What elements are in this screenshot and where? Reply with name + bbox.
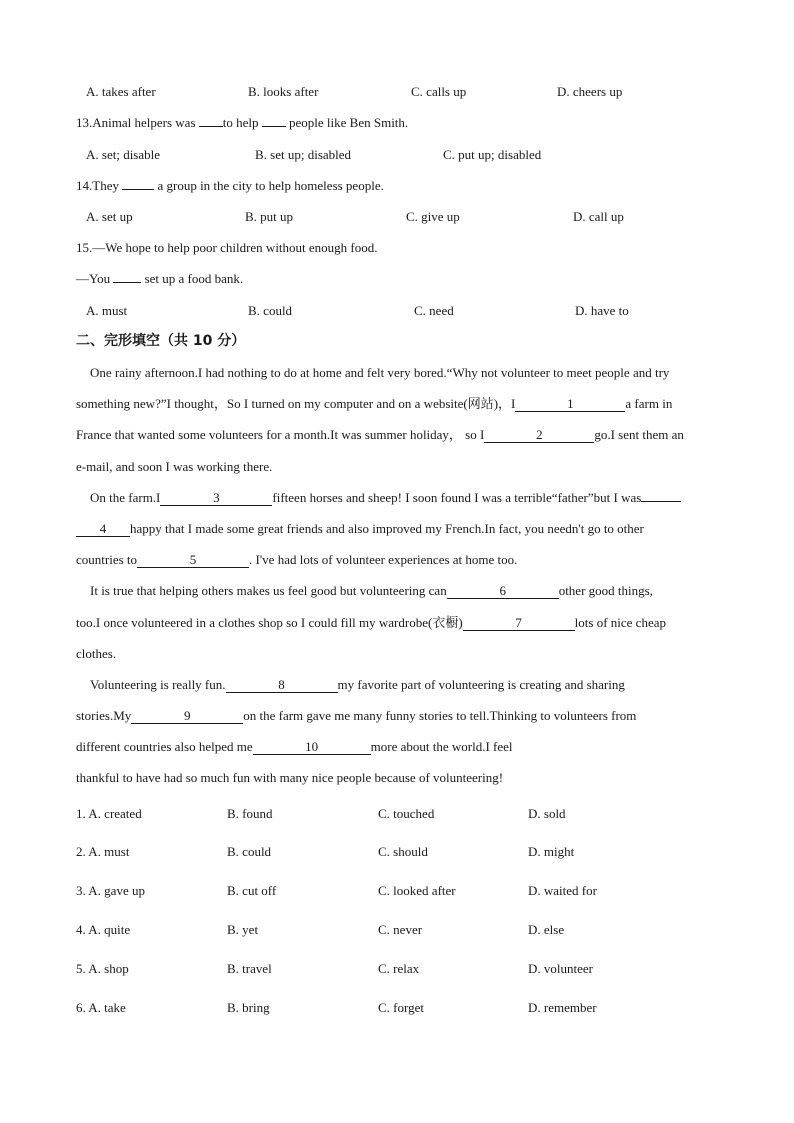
choice-3-d: D. waited for <box>528 883 597 898</box>
q13-stem-part: 13.Animal helpers was <box>76 115 196 130</box>
section-title: 二、完形填空（共 10 分） <box>76 333 246 349</box>
passage-line <box>76 396 672 412</box>
choice-3-b: B. cut off <box>227 883 277 898</box>
passage-line: e-mail, and soon I was working there. <box>76 459 273 474</box>
answer-blank <box>199 126 223 127</box>
choice-6-b: B. bring <box>227 1000 270 1015</box>
choice-4-b: B. yet <box>227 922 259 937</box>
q13-option-a: A. set; disable <box>86 147 161 162</box>
choice-4-a: 4. A. quite <box>76 922 131 937</box>
q15-reply-part: set up a food bank. <box>144 271 244 286</box>
passage-line <box>90 583 653 599</box>
passage-text: lots of nice cheap <box>574 615 666 630</box>
q15-reply-part: —You <box>76 271 111 286</box>
cloze-blank-4-start <box>641 501 681 502</box>
cloze-blank-9: 9 <box>131 709 243 724</box>
choice-5-d: D. volunteer <box>528 961 593 976</box>
cloze-blank-6: 6 <box>447 584 559 599</box>
choice-5-b: B. travel <box>227 961 272 976</box>
passage-line: clothes. <box>76 646 117 661</box>
cloze-blank-8: 8 <box>226 678 338 693</box>
q14-option-c: C. give up <box>406 209 460 224</box>
passage-text: something new?”I thought，So I turned on my computer and on a website(网站)，I <box>76 396 516 411</box>
q13-option-b: B. set up; disabled <box>255 147 352 162</box>
choice-6-a: 6. A. take <box>76 1000 126 1015</box>
passage-line <box>76 427 684 443</box>
passage-line <box>90 677 625 693</box>
choice-4-c: C. never <box>378 922 423 937</box>
q12-option-c: C. calls up <box>411 84 467 99</box>
passage-text: a farm in <box>625 396 673 411</box>
choice-5-c: C. relax <box>378 961 420 976</box>
choice-5-a: 5. A. shop <box>76 961 129 976</box>
cloze-blank-7: 7 <box>463 616 575 631</box>
q14-stem <box>76 178 384 194</box>
passage-text: Volunteering is really fun. <box>90 677 226 692</box>
cloze-blank-1: 1 <box>515 397 625 412</box>
passage-text: more about the world.I feel <box>370 739 513 754</box>
q13-stem <box>76 115 408 131</box>
passage-text: It is true that helping others makes us feel good but volunteering can <box>90 583 447 598</box>
q15-option-c: C. need <box>414 303 454 318</box>
q12-option-a: A. takes after <box>86 84 156 99</box>
q13-stem-part: people like Ben Smith. <box>289 115 409 130</box>
passage-line <box>76 552 517 568</box>
passage-text: On the farm.I <box>90 490 161 505</box>
choice-2-d: D. might <box>528 844 575 859</box>
passage-line <box>76 708 636 724</box>
passage-text: fifteen horses and sheep! I soon found I was a terrible“father”but I was <box>272 490 642 505</box>
choice-1-d: D. sold <box>528 806 566 821</box>
passage-line <box>76 615 666 631</box>
choice-1-b: B. found <box>227 806 273 821</box>
choice-2-a: 2. A. must <box>76 844 130 859</box>
cloze-blank-5: 5 <box>137 553 249 568</box>
passage-text: countries to <box>76 552 138 567</box>
passage-text: . I've had lots of volunteer experiences at home too. <box>249 552 518 567</box>
cloze-blank-10: 10 <box>253 740 371 755</box>
passage-text: France that wanted some volunteers for a month.It was summer holiday， so I <box>76 427 485 442</box>
q15-option-b: B. could <box>248 303 293 318</box>
q12-option-b: B. looks after <box>248 84 319 99</box>
choice-1-c: C. touched <box>378 806 435 821</box>
cloze-blank-2: 2 <box>484 428 594 443</box>
q12-option-d: D. cheers up <box>557 84 623 99</box>
choice-3-c: C. looked after <box>378 883 456 898</box>
choice-6-c: C. forget <box>378 1000 424 1015</box>
q13-stem-part: to help <box>222 115 259 130</box>
q13-option-c: C. put up; disabled <box>443 147 542 162</box>
q14-option-b: B. put up <box>245 209 294 224</box>
cloze-blank-4: 4 <box>76 522 130 537</box>
choice-1-a: 1. A. created <box>76 806 142 821</box>
passage-text: different countries also helped me <box>76 739 253 754</box>
choice-4-d: D. else <box>528 922 565 937</box>
q14-stem-part: a group in the city to help homeless people. <box>157 178 384 193</box>
q15-option-a: A. must <box>86 303 128 318</box>
choice-2-c: C. should <box>378 844 428 859</box>
q15-option-d: D. have to <box>575 303 629 318</box>
answer-blank <box>262 126 286 127</box>
choice-3-a: 3. A. gave up <box>76 883 145 898</box>
q15-reply <box>76 271 243 287</box>
passage-line: thankful to have had so much fun with many nice people because of volunteering! <box>76 770 504 785</box>
passage-line <box>90 490 681 506</box>
passage-text: happy that I made some great friends and also improved my French.In fact, you needn't go to other <box>130 521 644 536</box>
answer-blank <box>122 189 154 190</box>
choice-2-b: B. could <box>227 844 272 859</box>
passage-text: go.I sent them an <box>594 427 684 442</box>
q14-stem-part: 14.They <box>76 178 119 193</box>
passage-text: other good things, <box>558 583 653 598</box>
passage-text: on the farm gave me many funny stories to tell.Thinking to volunteers from <box>243 708 637 723</box>
q15-stem: 15.—We hope to help poor children without enough food. <box>76 240 378 255</box>
choice-6-d: D. remember <box>528 1000 597 1015</box>
q14-option-d: D. call up <box>573 209 624 224</box>
answer-blank <box>113 282 141 283</box>
passage-text: stories.My <box>76 708 132 723</box>
passage-text: too.I once volunteered in a clothes shop so I could fill my wardrobe(衣橱) <box>76 615 463 630</box>
q14-option-a: A. set up <box>86 209 133 224</box>
passage-line: One rainy afternoon.I had nothing to do at home and felt very bored.“Why not volunteer to meet people and try <box>90 365 670 380</box>
cloze-blank-3: 3 <box>160 491 272 506</box>
passage-text: my favorite part of volunteering is creating and sharing <box>337 677 625 692</box>
passage-line <box>76 739 513 755</box>
passage-line <box>76 521 644 537</box>
